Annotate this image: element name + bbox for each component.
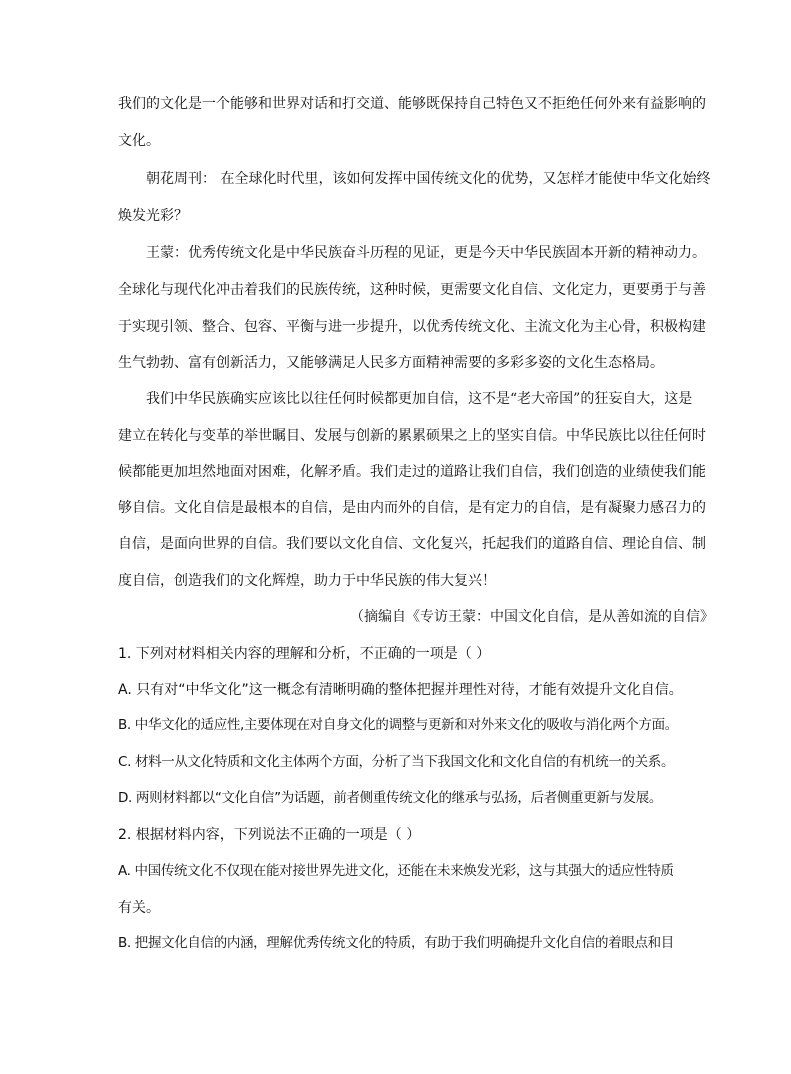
question-1-stem: 1. 下列对材料相关内容的理解和分析，不正确的一项是（ ） (118, 646, 491, 662)
question-2-option-a-line1: A. 中国传统文化不仅现在能对接世界先进文化，还能在未来焕发光彩，这与其强大的适应性特质 (118, 863, 674, 879)
paragraph-line: 焕发光彩？ (118, 208, 188, 224)
paragraph-line: 于实现引领、整合、包容、平衡与进一步提升，以优秀传统文化、主流文化为主心骨，积极构建 (118, 319, 706, 335)
paragraph-line: 度自信，创造我们的文化辉煌，助力于中华民族的伟大复兴！ (118, 573, 496, 589)
paragraph-line: 文化。 (118, 133, 160, 149)
source-citation: （摘编自《专访王蒙：中国文化自信，是从善如流的自信》 (350, 609, 714, 625)
question-2-option-b-line1: B. 把握文化自信的内涵，理解优秀传统文化的特质，有助于我们明确提升文化自信的着眼点和目 (118, 935, 674, 951)
paragraph-line: 朝花周刊： 在全球化时代里，该如何发挥中国传统文化的优势，又怎样才能使中华文化始终 (146, 171, 711, 187)
paragraph-line: 我们的文化是一个能够和世界对话和打交道、能够既保持自己特色又不拒绝任何外来有益影响的 (118, 96, 706, 112)
paragraph-line: 候都能更加坦然地面对困难，化解矛盾。我们走过的道路让我们自信，我们创造的业绩使我们能 (118, 464, 706, 480)
paragraph-line: 生气勃勃、富有创新活力，又能够满足人民多方面精神需要的多彩多姿的文化生态格局。 (118, 355, 664, 371)
paragraph-line: 王蒙：优秀传统文化是中华民族奋斗历程的见证，更是今天中华民族固本开新的精神动力。 (146, 245, 706, 261)
question-1-option-a: A. 只有对“中华文化”这一概念有清晰明确的整体把握并理性对待，才能有效提升文化自信。 (118, 682, 683, 698)
question-2-stem: 2. 根据材料内容，下列说法不正确的一项是（ ） (118, 827, 421, 843)
paragraph-line: 全球化与现代化冲击着我们的民族传统，这种时候，更需要文化自信、文化定力，更要勇于与善 (118, 282, 706, 298)
paragraph-line: 自信，是面向世界的自信。我们要以文化自信、文化复兴，托起我们的道路自信、理论自信、制 (118, 536, 706, 552)
paragraph-line: 够自信。文化自信是最根本的自信，是由内而外的自信，是有定力的自信，是有凝聚力感召力的 (118, 500, 706, 516)
question-1-option-c: C. 材料一从文化特质和文化主体两个方面，分析了当下我国文化和文化自信的有机统一的关系。 (118, 754, 675, 770)
paragraph-line: 建立在转化与变革的举世瞩目、发展与创新的累累硕果之上的坚实自信。中华民族比以往任何时 (118, 428, 706, 444)
paragraph-line: 我们中华民族确实应该比以往任何时候都更加自信，这不是“老大帝国”的狂妄自大，这是 (146, 391, 693, 407)
question-2-option-a-line2: 有关。 (118, 900, 160, 916)
question-1-option-d: D. 两则材料都以“文化自信”为话题，前者侧重传统文化的继承与弘扬，后者侧重更新与发展。 (118, 790, 663, 806)
question-1-option-b: B. 中华文化的适应性,主要体现在对自身文化的调整与更新和对外来文化的吸收与消化两个方面。 (118, 717, 678, 733)
